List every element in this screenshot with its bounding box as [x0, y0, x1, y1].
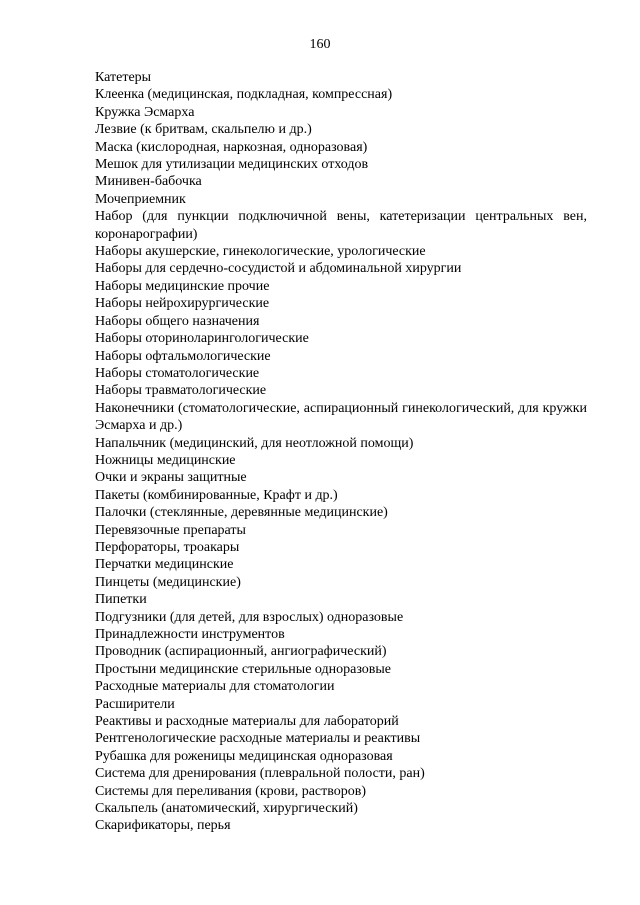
list-item: Наборы оториноларингологические: [95, 331, 309, 347]
list-item: Скарификаторы, перья: [95, 818, 231, 834]
list-item: Лезвие (к бритвам, скальпелю и др.): [95, 122, 312, 138]
list-item: Ножницы медицинские: [95, 452, 236, 468]
list-item: Скальпель (анатомический, хирургический): [95, 801, 358, 817]
list-item: Подгузники (для детей, для взрослых) одноразовые: [95, 609, 404, 625]
list-item: Реактивы и расходные материалы для лабораторий: [95, 714, 399, 730]
list-item: Набор (для пункции подключичной вены, катетеризации центральных вен, коронарографии): [95, 209, 587, 242]
list-item: Наборы общего назначения: [95, 313, 260, 329]
list-item: Наборы для сердечно-сосудистой и абдоминальной хирургии: [95, 261, 462, 277]
list-item: Перевязочные препараты: [95, 522, 246, 538]
list-item: Система для дренирования (плевральной полости, ран): [95, 766, 425, 782]
list-item: Наборы акушерские, гинекологические, урологические: [95, 244, 426, 260]
list-item: Наборы медицинские прочие: [95, 278, 270, 294]
list-item: Рентгенологические расходные материалы и реактивы: [95, 731, 421, 747]
list-item: Катетеры: [95, 70, 152, 85]
item-list: [95, 69, 587, 835]
list-item: Рубашка для роженицы медицинская одноразовая: [95, 748, 393, 764]
list-item: Наборы офтальмологические: [95, 348, 271, 364]
list-item: Клеенка (медицинская, подкладная, компрессная): [95, 87, 393, 103]
list-item: Напальчник (медицинский, для неотложной помощи): [95, 435, 414, 451]
list-item: Пинцеты (медицинские): [95, 574, 241, 590]
list-item: Системы для переливания (крови, растворов): [95, 783, 367, 799]
list-item: Наборы нейрохирургические: [95, 296, 270, 312]
list-item: Наконечники (стоматологические, аспирационный гинекологический, для кружки Эсмарха и др.): [95, 400, 587, 434]
list-item: Мочеприемник: [95, 191, 186, 207]
list-item: Пипетки: [95, 592, 147, 608]
list-item: Перфораторы, троакары: [95, 539, 240, 555]
list-item: Кружка Эсмарха: [95, 104, 195, 120]
list-item: Проводник (аспирационный, ангиографический): [95, 644, 387, 660]
list-item: Расходные материалы для стоматологии: [95, 679, 335, 695]
list-item: Миниве‍н-бабочка: [95, 174, 202, 190]
list-item: Расширители: [95, 696, 175, 712]
page-number: 160: [309, 37, 331, 52]
list-item: Пакеты (комбинированные, Крафт и др.): [95, 487, 338, 503]
list-item: Мешок для утилизации медицинских отходов: [95, 157, 369, 173]
list-item: Маска (кислородная, наркозная, одноразовая): [95, 139, 368, 155]
list-item: Очки и экраны защитные: [95, 470, 247, 486]
list-item: Перчатки медицинские: [95, 557, 234, 573]
list-item: Палочки (стеклянные, деревянные медицинские): [95, 505, 388, 521]
list-item: Простыни медицинские стерильные одноразовые: [95, 661, 392, 677]
list-item: Принадлежности инструментов: [95, 627, 285, 642]
list-item: Наборы стоматологические: [95, 365, 260, 381]
list-item: Наборы травматологические: [95, 383, 267, 399]
